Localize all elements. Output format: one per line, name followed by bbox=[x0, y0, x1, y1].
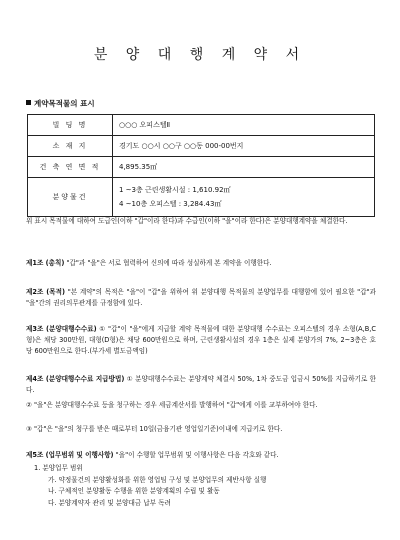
article-5-list bbox=[34, 463, 266, 509]
article-3-body: ① "갑"이 "을"에게 지급할 계약 목적물에 대한 분양대행 수수료는 오피스텔의 경우 소형(A,B,C형)은 채당 300만원, 대형(D형)은 채당 600만원으로 하며, 근린생활시설의 경우 1층은 실제 분양가의 7%, 2~3층은 호당 600만원으로 한다.(부가세 별도금액임) bbox=[26, 325, 376, 355]
area-label: 건 축 연 면 적 bbox=[28, 157, 113, 178]
list-item: 다. 분양계약자 관리 및 분양대금 납부 독려 bbox=[48, 498, 171, 507]
table-row bbox=[28, 157, 375, 178]
table-row bbox=[28, 115, 375, 136]
document-title: 분 양 대 행 계 약 서 bbox=[93, 47, 307, 63]
section-heading bbox=[26, 98, 95, 109]
article-1 bbox=[26, 258, 376, 269]
article-5-heading: 제5조 (업무범위 및 이행사항) bbox=[26, 451, 114, 459]
units-value bbox=[113, 178, 375, 217]
section-heading-text: 계약목적물의 표시 bbox=[34, 99, 95, 108]
article-4-clause-1: ① 분양대행수수료는 분양계약 체결시 50%, 1차 중도금 입금시 50%를 지급하기로 한다. bbox=[26, 375, 376, 394]
article-2-heading: 제2조 (목적) bbox=[26, 288, 66, 296]
intro-paragraph: 위 표시 목적물에 대하여 도급인(이하 "갑"이라 한다)과 수급인(이하 "을"이라 한다)은 분양대행계약을 체결한다. bbox=[26, 217, 348, 225]
article-4-clause-3: ③ "갑"은 "을"의 청구를 받은 때로부터 10일(금융기관 영업일기준)이내에 지급키로 한다. bbox=[26, 425, 283, 433]
article-2-body: "본 계약"의 목적은 "을"이 "갑"을 위하여 위 분양대행 목적물의 분양업무를 대행함에 있어 필요한 "갑"과 "을"간의 권리의무관계를 규정함에 있다. bbox=[26, 288, 376, 307]
article-4-clause-2: ② "을"은 분양대행수수료 등을 청구하는 경우 세금계산서를 발행하여 "갑"에게 이를 교부하여야 한다. bbox=[26, 401, 318, 409]
list-item: 가. 약정물건의 분양활성화를 위한 영업팀 구성 및 분양업무의 제반사항 실행 bbox=[48, 475, 267, 484]
list-item: 1. 분양업무 범위 bbox=[34, 464, 83, 472]
units-label: 분양물건 bbox=[28, 178, 113, 217]
article-2 bbox=[26, 287, 376, 309]
article-5-body: "을"이 수행할 업무범위 및 이행사항은 다음 각호와 같다. bbox=[113, 451, 279, 459]
article-3 bbox=[26, 324, 376, 357]
list-item: 나. 구체적인 분양활동 수행을 위한 분양계획의 수립 및 활동 bbox=[48, 487, 220, 495]
article-1-heading: 제1조 (총칙) bbox=[26, 259, 65, 267]
address-value: 경기도 ○○시 ○○구 ○○동 000-00번지 bbox=[113, 136, 375, 157]
building-label: 빌 딩 명 bbox=[28, 115, 113, 136]
address-label: 소 재 지 bbox=[28, 136, 113, 157]
units-line-2: 4 ~10층 오피스텔 : 3,284.43㎡ bbox=[119, 200, 222, 208]
article-3-heading: 제3조 (분양대행수수료) bbox=[26, 325, 97, 333]
square-bullet-icon bbox=[26, 100, 31, 105]
property-table bbox=[27, 114, 375, 217]
article-5 bbox=[26, 450, 376, 461]
article-4-heading: 제4조 (분양대행수수료 지급방법) bbox=[26, 375, 125, 383]
table-row bbox=[28, 178, 375, 217]
article-4 bbox=[26, 374, 376, 396]
units-line-1: 1 ~3층 근린생활시설 : 1,610.92㎡ bbox=[119, 186, 231, 194]
building-value: ○○○ 오피스텔Ⅱ bbox=[113, 115, 375, 136]
article-1-body: "갑"과 "을"은 서로 협력하여 신의에 따라 성실하게 본 계약을 이행한다. bbox=[64, 259, 272, 267]
table-row bbox=[28, 136, 375, 157]
area-value: 4,895.35㎡ bbox=[113, 157, 375, 178]
